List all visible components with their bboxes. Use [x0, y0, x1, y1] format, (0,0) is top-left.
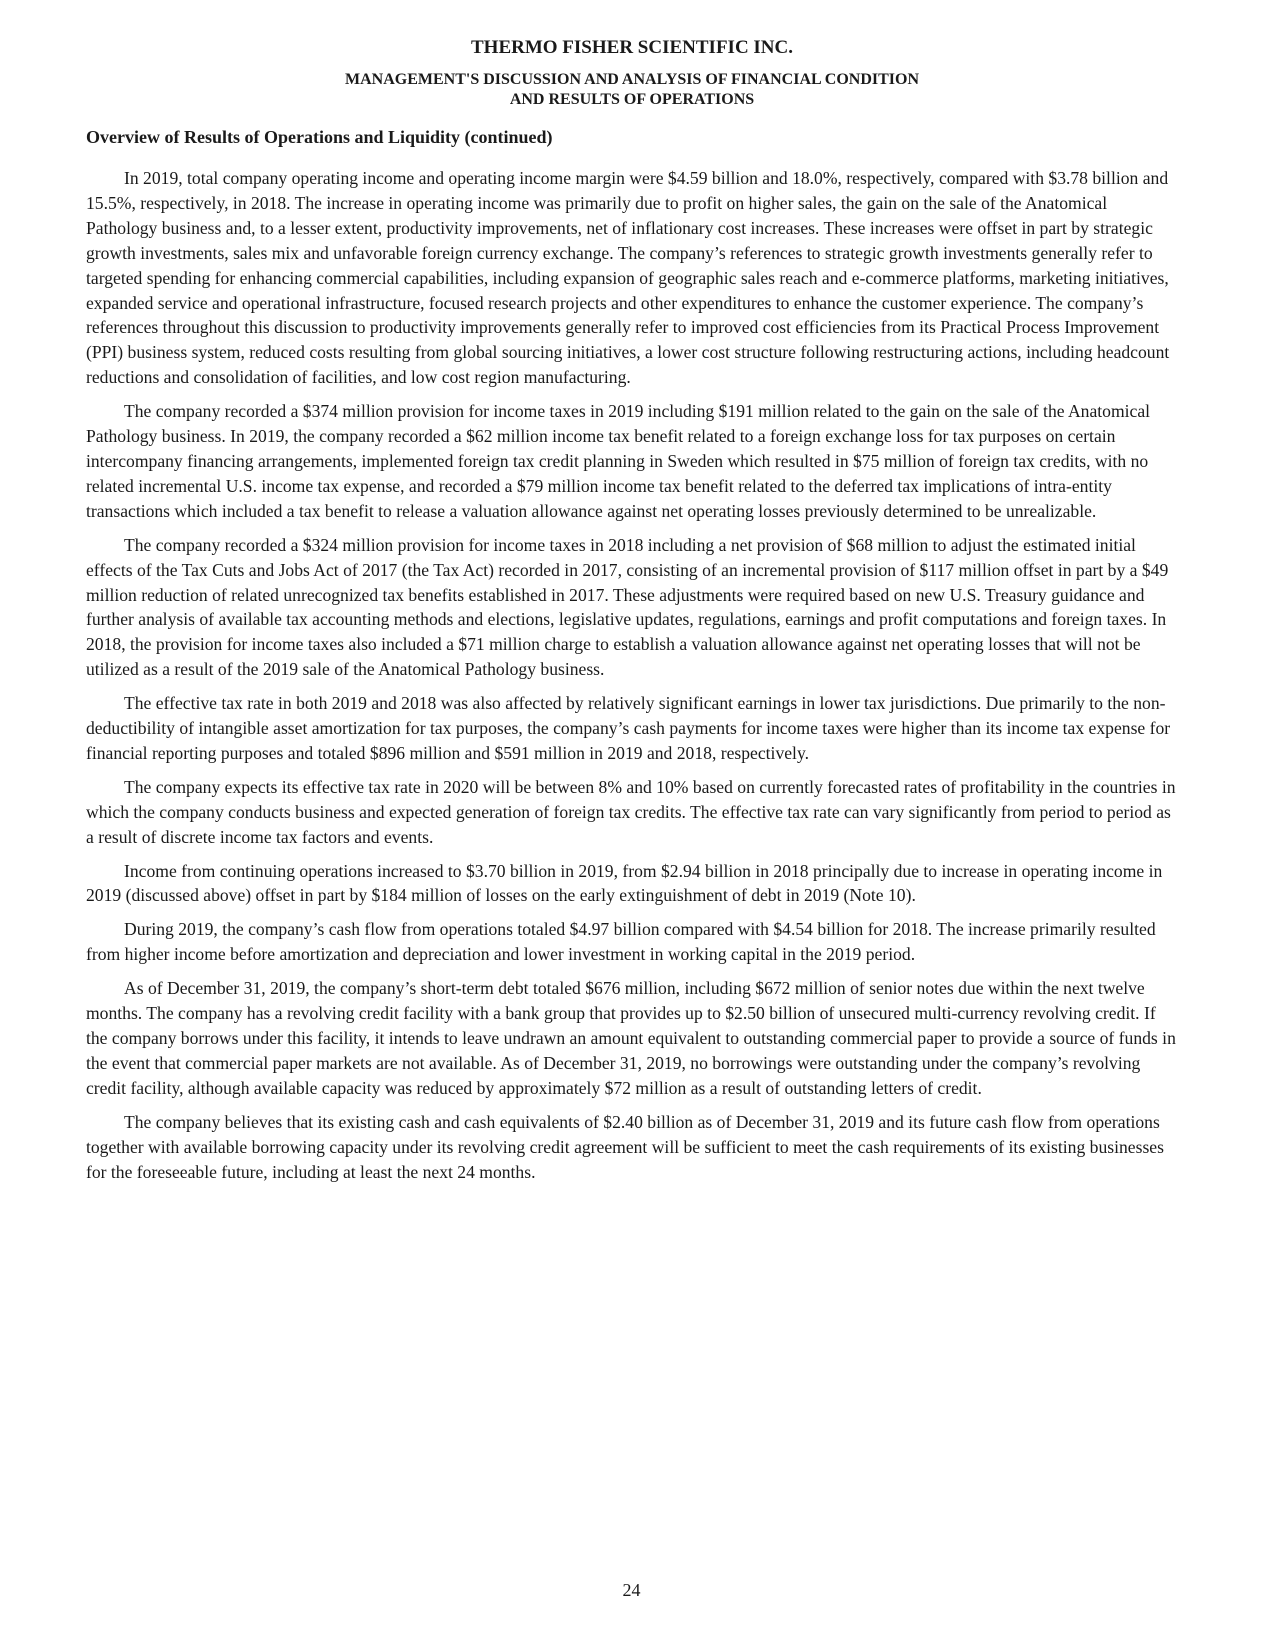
company-name: THERMO FISHER SCIENTIFIC INC.: [471, 37, 793, 58]
paragraph-cash-flow: During 2019, the company’s cash flow from operations totaled $4.97 billion compared with $4.54 billion for 2018. The increase primarily resulted from higher income before amortization and depreciation and lower investment in working capital in the 2019 period.: [86, 919, 1156, 965]
document-subtitle-line-2: AND RESULTS OF OPERATIONS: [509, 91, 755, 108]
document-page: [86, 30, 1178, 1193]
paragraph-tax-provision-2019: The company recorded a $374 million provision for income taxes in 2019 including $191 million related to the gain on the sale of the Anatomical Pathology business. In 2019, the company recorded a $62 million income tax benefit related to a foreign exchange loss for tax purposes on certain intercompany financing arrangements, implemented foreign tax credit planning in Sweden which resulted in $75 million of foreign tax credits, with no related incremental U.S. income tax expense, and recorded a $79 million income tax benefit related to the deferred tax implications of intra-entity transactions which included a tax benefit to release a valuation allowance against net operating losses previously determined to be unrealizable.: [86, 401, 1151, 521]
paragraph-liquidity: The company believes that its existing cash and cash equivalents of $2.40 billion as of December 31, 2019 and its future cash flow from operations together with available borrowing capacity under its revolving credit agreement will be sufficient to meet the cash requirements of its existing businesses for the foreseeable future, including at least the next 24 months.: [86, 1111, 1164, 1182]
page-number: 24: [622, 1580, 641, 1600]
paragraph-short-term-debt: As of December 31, 2019, the company’s short-term debt totaled $676 million, including $672 million of senior notes due within the next twelve months. The company has a revolving credit facility with a bank group that provides up to $2.50 billion of unsecured multi-currency revolving credit. If the company borrows under this facility, it intends to leave undrawn an amount equivalent to outstanding commercial paper to provide a source of funds in the event that commercial paper markets are not available. As of December 31, 2019, no borrowings were outstanding under the company’s revolving credit facility, although available capacity was reduced by approximately $72 million as a result of outstanding letters of credit.: [86, 978, 1176, 1098]
section-heading: Overview of Results of Operations and Liquidity (continued): [86, 127, 553, 147]
document-subtitle-line-1: MANAGEMENT'S DISCUSSION AND ANALYSIS OF FINANCIAL CONDITION: [344, 71, 920, 88]
paragraph-operating-income: In 2019, total company operating income and operating income margin were $4.59 billion and 18.0%, respectively, compared with $3.78 billion and 15.5%, respectively, in 2018. The increase in operating income was primarily due to profit on higher sales, the gain on the sale of the Anatomical Pathology business and, to a lesser extent, productivity improvements, net of inflationary cost increases. These increases were offset in part by strategic growth investments, sales mix and unfavorable foreign currency exchange. The company’s references to strategic growth investments generally refer to targeted spending for enhancing commercial capabilities, including expansion of geographic sales reach and e-commerce platforms, marketing initiatives, expanded service and operational infrastructure, focused research projects and other expenditures to enhance the customer experience. The company’s references throughout this discussion to productivity improvements generally refer to improved cost efficiencies from its Practical Process Improvement (PPI) business system, reduced costs resulting from global sourcing initiatives, a lower cost structure following restructuring actions, including headcount reductions and consolidation of facilities, and low cost region manufacturing.: [86, 168, 1170, 388]
paragraph-tax-provision-2018: The company recorded a $324 million provision for income taxes in 2018 including a net provision of $68 million to adjust the estimated initial effects of the Tax Cuts and Jobs Act of 2017 (the Tax Act) recorded in 2017, consisting of an incremental provision of $117 million offset in part by a $49 million reduction of related unrecognized tax benefits established in 2017. These adjustments were required based on new U.S. Treasury guidance and further analysis of available tax accounting methods and elections, legislative updates, regulations, earnings and profit computations and foreign taxes. In 2018, the provision for income taxes also included a $71 million charge to establish a valuation allowance against net operating losses that will not be utilized as a result of the 2019 sale of the Anatomical Pathology business.: [86, 534, 1169, 680]
paragraph-effective-tax-rate: The effective tax rate in both 2019 and 2018 was also affected by relatively significant earnings in lower tax jurisdictions. Due primarily to the non-deductibility of intangible asset amortization for tax purposes, the company’s cash payments for income taxes were higher than its income tax expense for financial reporting purposes and totaled $896 million and $591 million in 2019 and 2018, respectively.: [86, 693, 1171, 763]
paragraph-tax-rate-outlook: The company expects its effective tax rate in 2020 will be between 8% and 10% based on currently forecasted rates of profitability in the countries in which the company conducts business and expected generation of foreign tax credits. The effective tax rate can vary significantly from period to period as a result of discrete income tax factors and events.: [86, 776, 1176, 847]
paragraph-continuing-operations: Income from continuing operations increased to $3.70 billion in 2019, from $2.94 billion in 2018 principally due to increase in operating income in 2019 (discussed above) offset in part by $184 million of losses on the early extinguishment of debt in 2019 (Note 10).: [86, 860, 1163, 906]
